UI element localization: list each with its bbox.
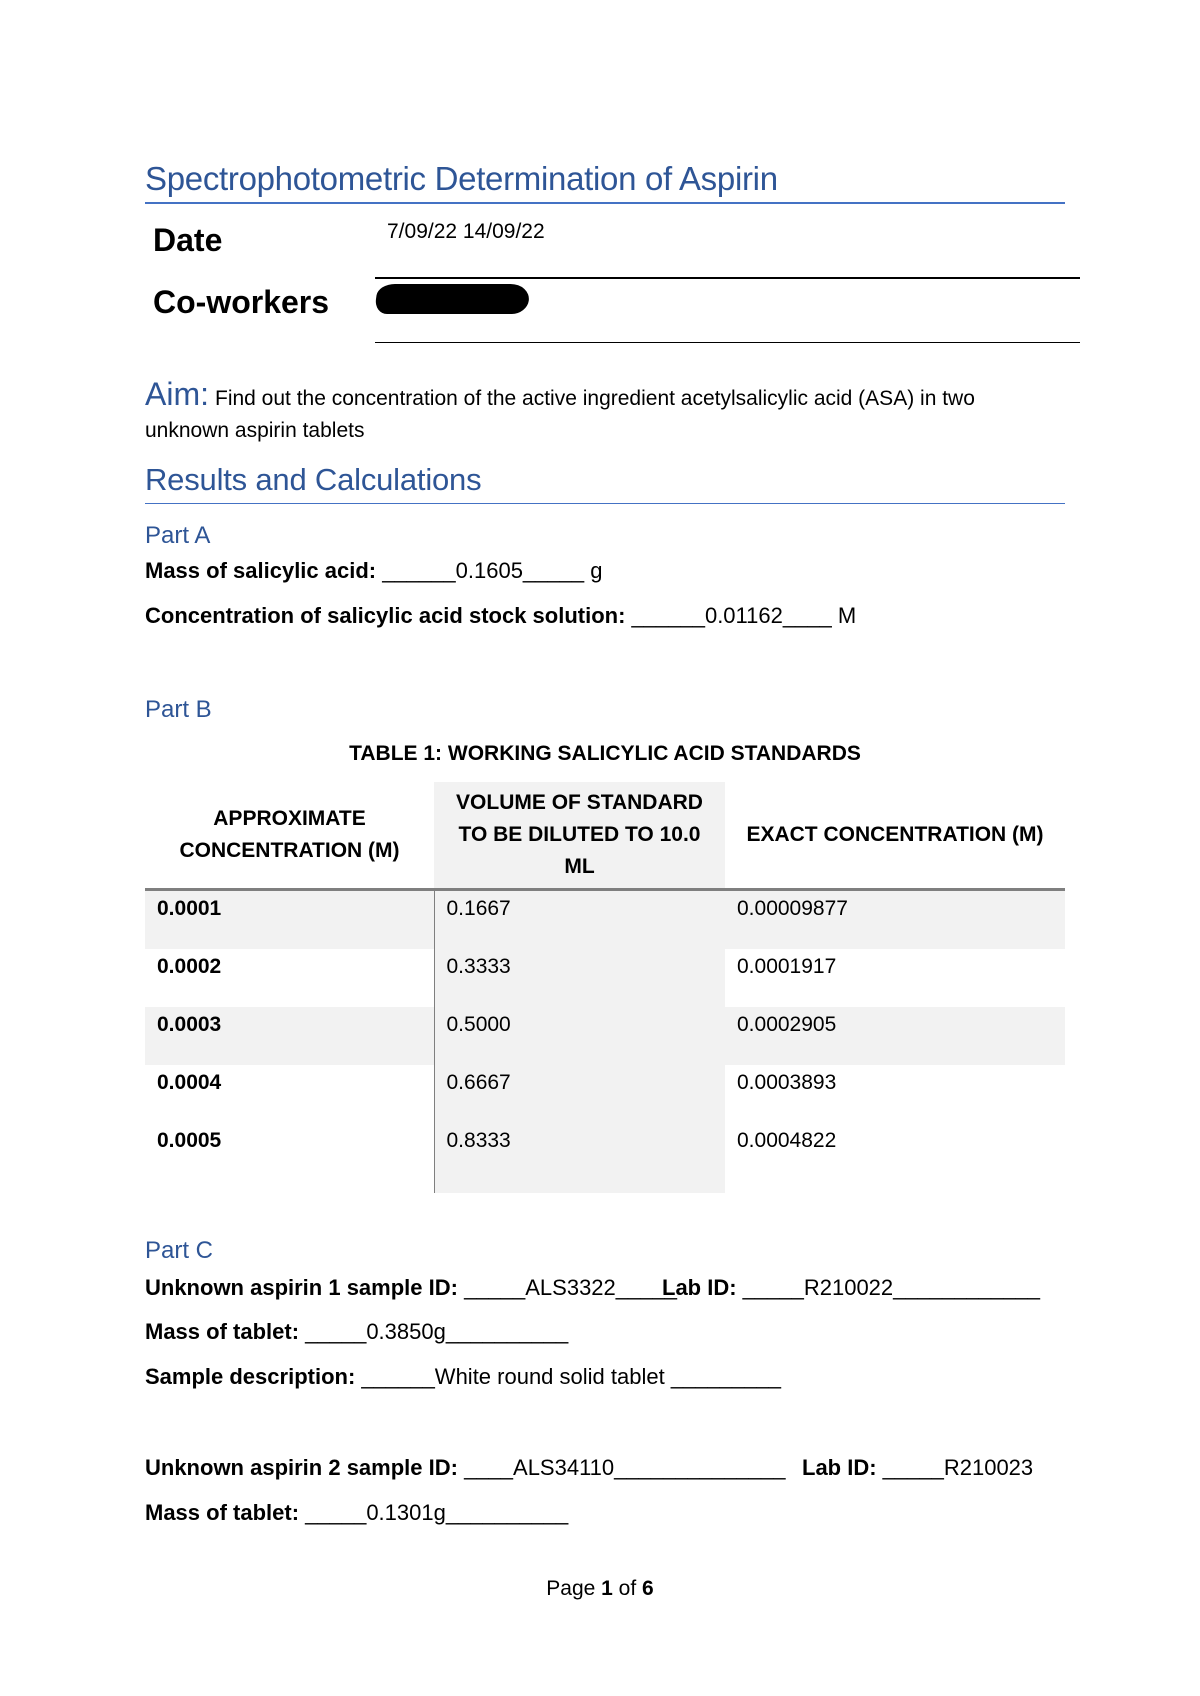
- unknown2-id-value: ____ALS34110______________: [464, 1455, 786, 1480]
- cell-exact: 0.00009877: [725, 890, 1065, 950]
- standards-table: [145, 782, 1065, 1193]
- cell-volume: 0.8333: [434, 1123, 725, 1193]
- col-volume-standard: VOLUME OF STANDARD TO BE DILUTED TO 10.0 ML: [434, 782, 725, 890]
- table-caption: TABLE 1: WORKING SALICYLIC ACID STANDARDS: [349, 742, 861, 765]
- title-underline: [145, 202, 1065, 204]
- unknown2-id-line: [145, 1455, 785, 1481]
- unknown2-id-label: Unknown aspirin 2 sample ID:: [145, 1455, 465, 1480]
- page-of: of: [612, 1577, 643, 1600]
- unknown1-lab-value: _____R210022____________: [742, 1275, 1040, 1300]
- table-row: [145, 1123, 1065, 1193]
- cell-volume: 0.3333: [434, 949, 725, 1007]
- redaction-mark: [374, 284, 531, 314]
- cell-volume: 0.6667: [434, 1065, 725, 1123]
- cell-approx: 0.0001: [145, 890, 434, 950]
- stock-conc-label: Concentration of salicylic acid stock solution:: [145, 603, 632, 628]
- stock-conc-line: [145, 603, 856, 629]
- page-footer: [0, 1577, 1200, 1601]
- document-title: Spectrophotometric Determination of Aspirin: [145, 160, 778, 197]
- mass-salicylic-value: ______0.1605_____ g: [382, 558, 603, 583]
- cell-exact: 0.0001917: [737, 955, 837, 978]
- unknown1-mass-value: _____0.3850g__________: [305, 1319, 569, 1344]
- aim-text: Find out the concentration of the active ingredient acetylsalicylic acid (ASA) in two unknown aspirin tablets: [145, 387, 975, 442]
- unknown1-id-value: _____ALS3322_____: [464, 1275, 677, 1300]
- unknown2-mass-line: [145, 1500, 568, 1526]
- stock-conc-value: ______0.01162____ M: [631, 603, 857, 628]
- unknown2-lab-label: Lab ID:: [802, 1455, 883, 1480]
- col-exact-conc: EXACT CONCENTRATION (M): [725, 782, 1065, 890]
- unknown1-desc-label: Sample description:: [145, 1364, 362, 1389]
- unknown1-id-label: Unknown aspirin 1 sample ID:: [145, 1275, 465, 1300]
- cell-exact: 0.0002905: [725, 1007, 1065, 1065]
- table-row: [145, 890, 1065, 950]
- part-c-heading: Part C: [145, 1237, 214, 1264]
- aim-heading: Aim:: [145, 376, 209, 412]
- date-label: Date: [153, 222, 223, 258]
- coworkers-rule: [375, 342, 1080, 343]
- cell-approx: 0.0002: [145, 949, 434, 1007]
- cell-approx: 0.0004: [145, 1065, 434, 1123]
- unknown2-lab-value: _____R210023: [882, 1455, 1034, 1480]
- mass-salicylic-line: [145, 558, 602, 584]
- mass-salicylic-label: Mass of salicylic acid:: [145, 558, 383, 583]
- page-prefix: Page: [546, 1577, 602, 1600]
- unknown1-lab-label: Lab ID:: [662, 1275, 743, 1300]
- unknown1-mass-line: [145, 1319, 568, 1345]
- date-rule: [375, 277, 1080, 279]
- coworkers-label: Co-workers: [153, 284, 330, 320]
- cell-volume: 0.1667: [434, 890, 725, 950]
- unknown1-id-line: [145, 1275, 677, 1301]
- unknown2-mass-value: _____0.1301g__________: [305, 1500, 569, 1525]
- date-value: 7/09/22 14/09/22: [387, 220, 545, 243]
- unknown1-desc-value: ______White round solid tablet _________: [361, 1364, 781, 1389]
- unknown2-mass-label: Mass of tablet:: [145, 1500, 306, 1525]
- part-a-heading: Part A: [145, 522, 211, 549]
- table-row: [145, 1065, 1065, 1123]
- part-b-heading: Part B: [145, 696, 212, 723]
- unknown1-lab-line: [662, 1275, 1040, 1301]
- page-number: 1: [601, 1577, 613, 1600]
- results-underline: [145, 503, 1065, 504]
- results-heading: Results and Calculations: [145, 462, 482, 497]
- cell-exact: 0.0003893: [737, 1071, 837, 1094]
- table-row: [145, 949, 1065, 1007]
- unknown1-mass-label: Mass of tablet:: [145, 1319, 306, 1344]
- cell-exact: 0.0004822: [737, 1129, 837, 1152]
- page-total: 6: [642, 1577, 654, 1600]
- unknown1-desc-line: [145, 1364, 781, 1390]
- cell-approx: 0.0003: [145, 1007, 434, 1065]
- unknown2-lab-line: [802, 1455, 1033, 1481]
- aim-paragraph: [145, 378, 1045, 447]
- cell-approx: 0.0005: [145, 1123, 434, 1193]
- cell-volume: 0.5000: [434, 1007, 725, 1065]
- table-row: [145, 1007, 1065, 1065]
- col-approx-conc: APPROXIMATE CONCENTRATION (M): [145, 782, 434, 890]
